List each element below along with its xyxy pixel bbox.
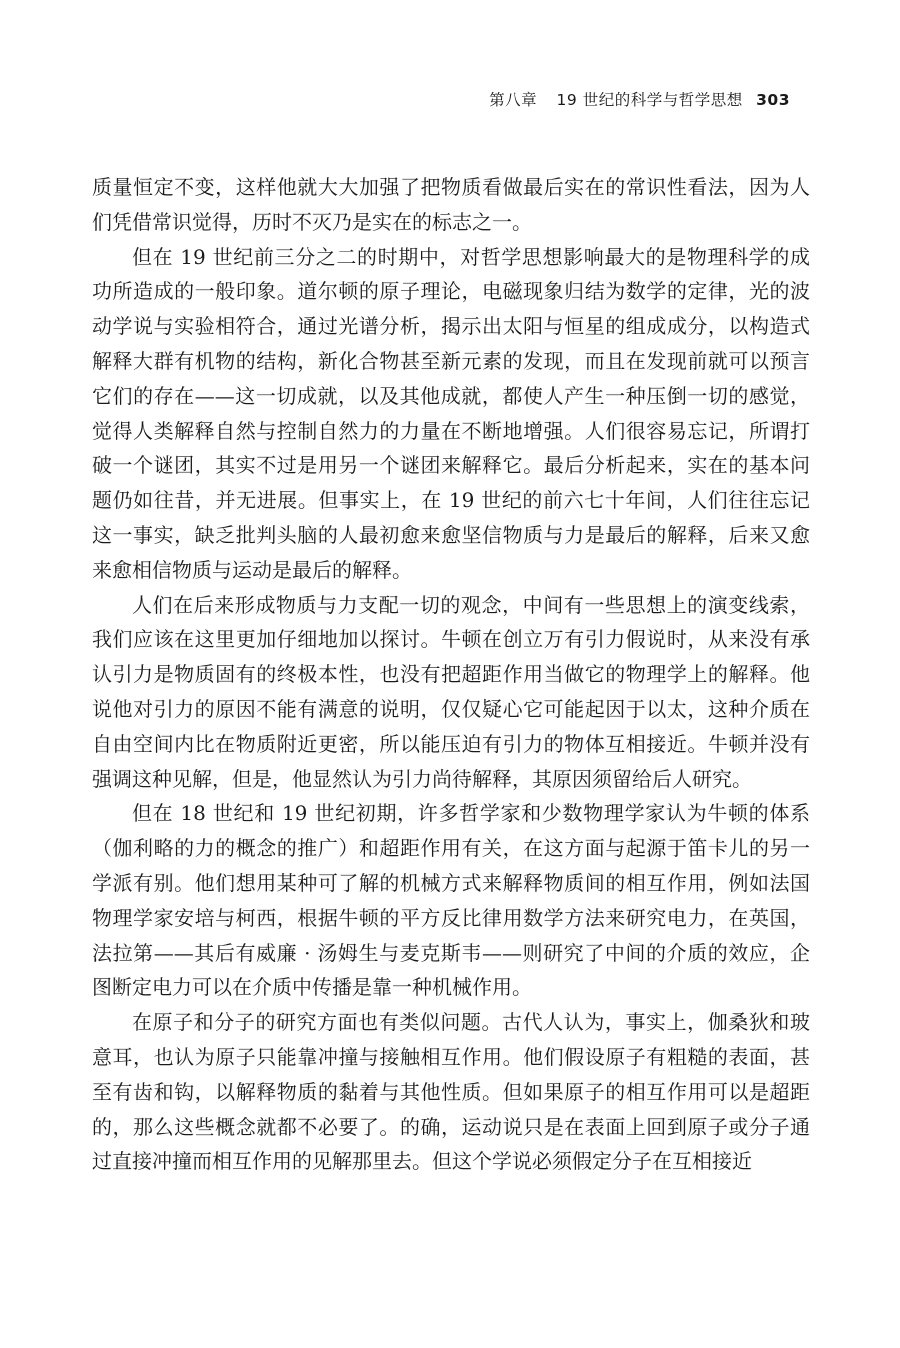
running-header xyxy=(475,88,790,110)
paragraph-continued: 质量恒定不变，这样他就大大加强了把物质看做最后实在的常识性看法，因为人们凭借常识觉得，历时不灭乃是实在的标志之一。 xyxy=(92,175,810,234)
body-text xyxy=(92,170,810,1179)
chapter-label: 第八章 xyxy=(489,91,538,109)
page-number: 303 xyxy=(756,91,790,109)
chapter-title: 19 世纪的科学与哲学思想 xyxy=(556,91,743,109)
paragraph: 但在 19 世纪前三分之二的时期中，对哲学思想影响最大的是物理科学的成功所造成的一般印象。道尔顿的原子理论，电磁现象归结为数学的定律，光的波动学说与实验相符合，通过光谱分析，揭示出太阳与恒星的组成成分，以构造式解释大群有机物的结构，新化合物甚至新元素的发现，而且在发现前就可以预言它们的存在——这一切成就，以及其他成就，都使人产生一种压倒一切的感觉，觉得人类解释自然与控制自然力的力量在不断地增强。人们很容易忘记，所谓打破一个谜团，其实不过是用另一个谜团来解释它。最后分析起来，实在的基本问题仍如往昔，并无进展。但事实上，在 19 世纪的前六七十年间，人们往往忘记这一事实，缺乏批判头脑的人最初愈来愈坚信物质与力是最后的解释，后来又愈来愈相信物质与运动是最后的解释。 xyxy=(92,244,810,582)
paragraph: 人们在后来形成物质与力支配一切的观念，中间有一些思想上的演变线索，我们应该在这里更加仔细地加以探讨。牛顿在创立万有引力假说时，从来没有承认引力是物质固有的终极本性，也没有把超距作用当做它的物理学上的解释。他说他对引力的原因不能有满意的说明，仅仅疑心它可能起因于以太，这种介质在自由空间内比在物质附近更密，所以能压迫有引力的物体互相接近。牛顿并没有强调这种见解，但是，他显然认为引力尚待解释，其原因须留给后人研究。 xyxy=(92,592,810,791)
paragraph: 在原子和分子的研究方面也有类似问题。古代人认为，事实上，伽桑狄和玻意耳，也认为原子只能靠冲撞与接触相互作用。他们假设原子有粗糙的表面，甚至有齿和钩，以解释物质的黏着与其他性质。但如果原子的相互作用可以是超距的，那么这些概念就都不必要了。的确，运动说只是在表面上回到原子或分子通过直接冲撞而相互作用的见解那里去。但这个学说必须假定分子在互相接近 xyxy=(92,1010,810,1174)
paragraph: 但在 18 世纪和 19 世纪初期，许多哲学家和少数物理学家认为牛顿的体系（伽利略的力的概念的推广）和超距作用有关，在这方面与起源于笛卡儿的另一学派有别。他们想用某种可了解的机械方式来解释物质间的相互作用，例如法国物理学家安培与柯西，根据牛顿的平方反比律用数学方法来研究电力，在英国，法拉第——其后有威廉 · 汤姆生与麦克斯韦——则研究了中间的介质的效应，企图断定电力可以在介质中传播是靠一种机械作用。 xyxy=(92,801,810,1000)
